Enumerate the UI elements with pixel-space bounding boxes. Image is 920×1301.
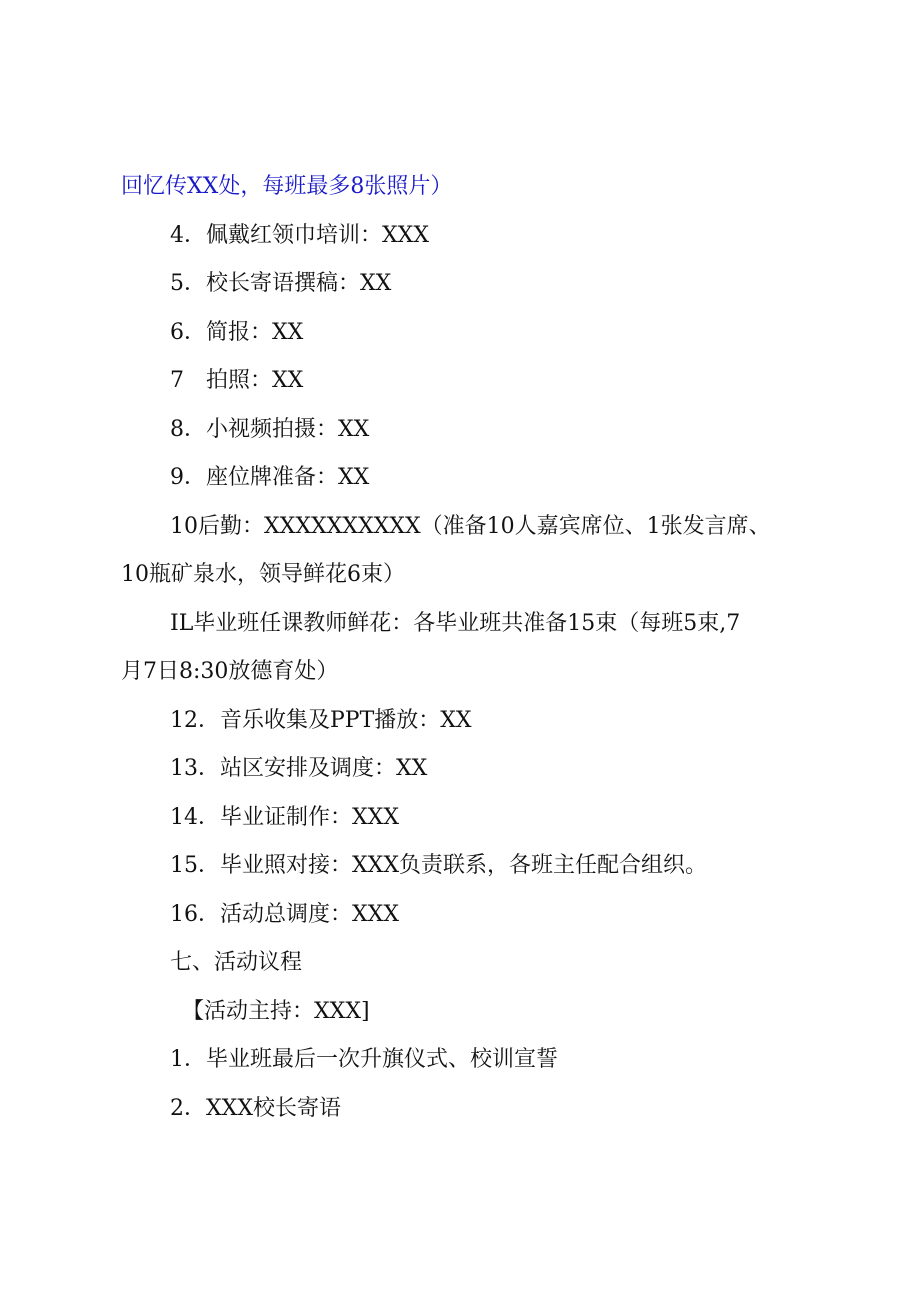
list-item-5: 5．校长寄语撰稿：XX — [170, 271, 392, 296]
list-item-11: IL毕业班任课教师鲜花：各毕业班共准备15束（每班5束,7 — [170, 611, 741, 636]
list-item-14: 14．毕业证制作：XXX — [170, 805, 399, 830]
host-note: 【活动主持：XXX] — [182, 999, 370, 1024]
list-item-6: 6．简报：XX — [170, 320, 304, 345]
list-item-10: 10后勤：XXXXXXXXXX（准备10人嘉宾席位、1张发言席、 — [170, 514, 771, 539]
list-item-15: 15．毕业照对接：XXX负责联系，各班主任配合组织。 — [170, 853, 707, 878]
list-item-11-continuation: 月7日8:30放德育处） — [121, 659, 339, 684]
text-line-continuation: 回忆传XX处，每班最多8张照片） — [121, 174, 453, 199]
list-item-4: 4．佩戴红领巾培训：XXX — [170, 223, 429, 248]
list-item-16: 16．活动总调度：XXX — [170, 902, 399, 927]
list-item-8: 8．小视频拍摄：XX — [170, 417, 370, 442]
list-item-9: 9．座位牌准备：XX — [170, 465, 370, 490]
list-item-7: 7 拍照：XX — [170, 368, 304, 393]
section-heading: 七、活动议程 — [170, 950, 303, 975]
agenda-item-1: 1．毕业班最后一次升旗仪式、校训宣誓 — [170, 1047, 558, 1072]
list-item-12: 12．音乐收集及PPT播放：XX — [170, 708, 472, 733]
list-item-10-continuation: 10瓶矿泉水，领导鲜花6束） — [121, 562, 405, 587]
list-item-13: 13．站区安排及调度：XX — [170, 756, 428, 781]
agenda-item-2: 2．XXX校长寄语 — [170, 1096, 341, 1121]
